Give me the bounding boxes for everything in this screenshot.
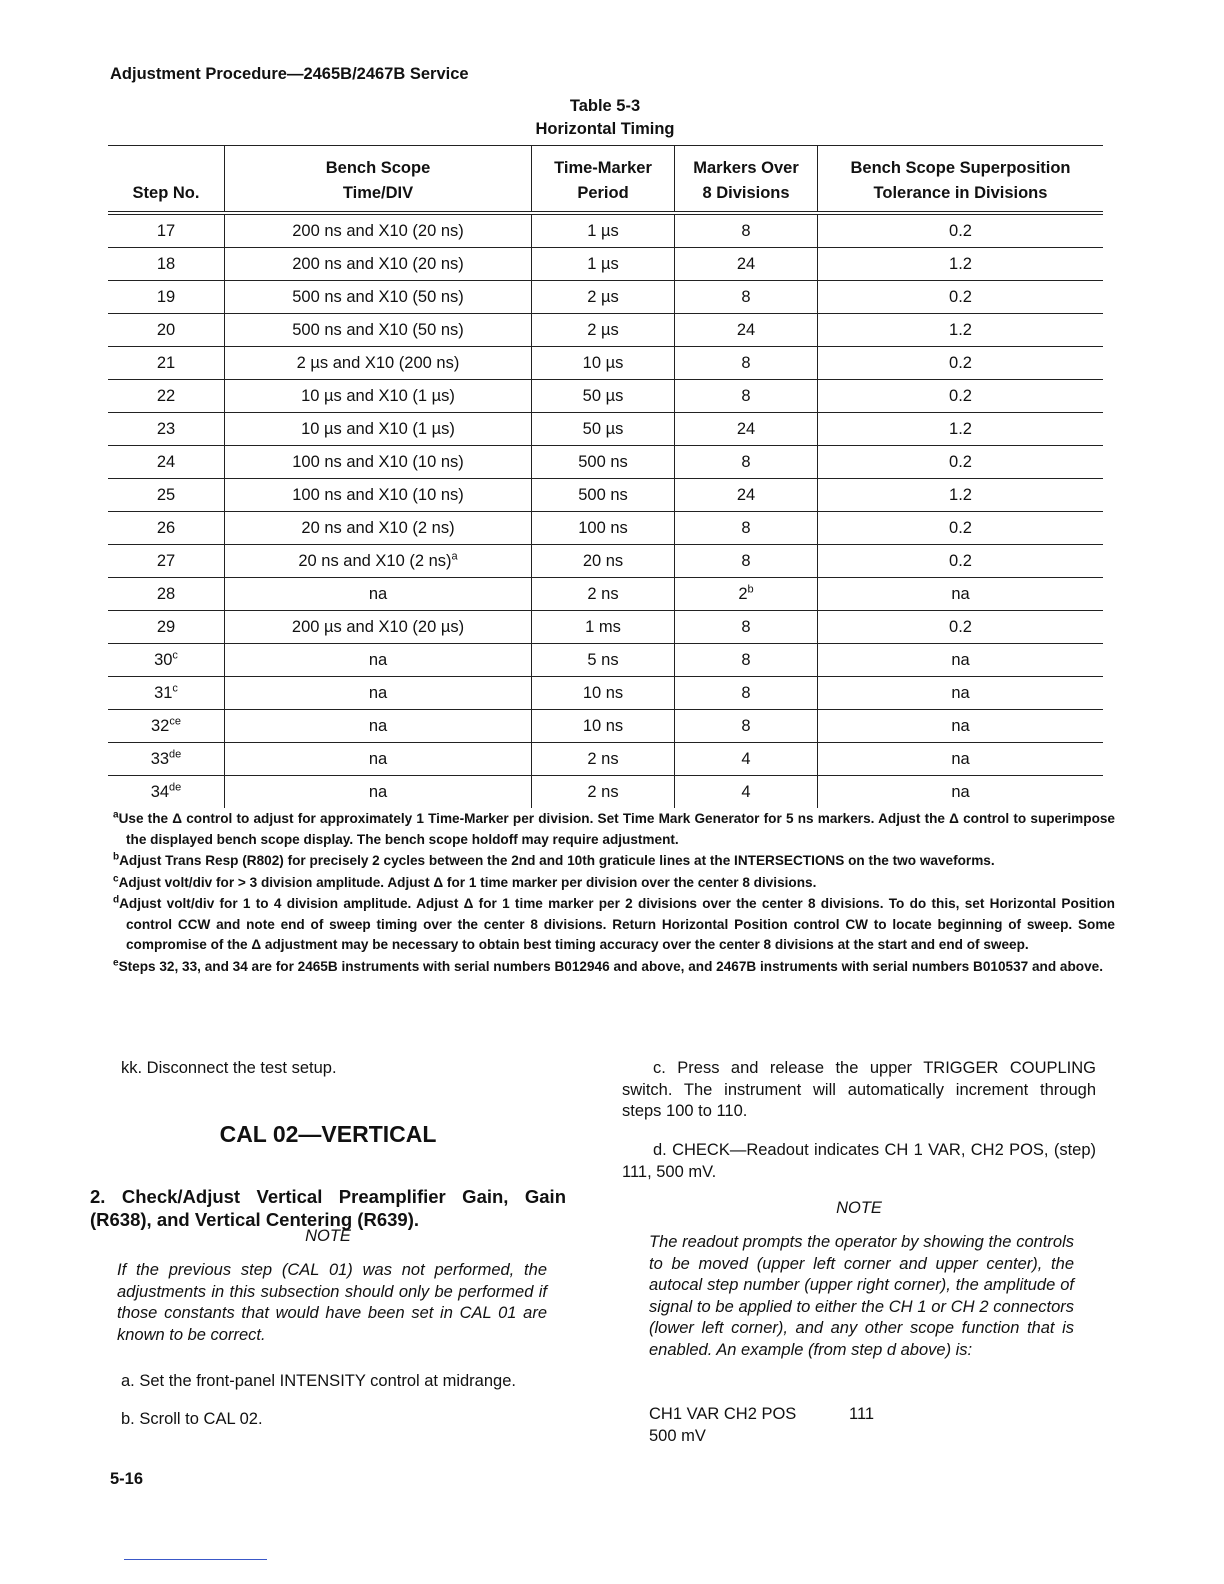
cell-step: 26 xyxy=(108,512,225,545)
cell-bench-time-div: 100 ns and X10 (10 ns) xyxy=(225,446,532,479)
step-a: a. Set the front-panel INTENSITY control at midrange. xyxy=(121,1372,516,1390)
table-row xyxy=(108,776,1103,809)
cell-step: 24 xyxy=(108,446,225,479)
cell-tolerance: 0.2 xyxy=(818,281,1104,314)
table-row xyxy=(108,611,1103,644)
cell-bench-time-div: 20 ns and X10 (2 ns)$^a$ xyxy=(225,545,532,578)
cell-markers: 24 xyxy=(675,413,818,446)
footnote xyxy=(113,851,1115,872)
cell-markers: 8 xyxy=(675,512,818,545)
cell-period: 1 µs xyxy=(532,248,675,281)
table-title: Horizontal Timing xyxy=(535,120,675,138)
cell-bench-time-div: 200 ns and X10 (20 ns) xyxy=(225,213,532,248)
cell-markers: 4 xyxy=(675,743,818,776)
cell-tolerance: 1.2 xyxy=(818,413,1104,446)
cell-step: 25 xyxy=(108,479,225,512)
header-step: Step No. xyxy=(108,146,225,214)
cell-period: 2 ns xyxy=(532,776,675,809)
subsection-title: 2. Check/Adjust Vertical Preamplifier Gain, Gain (R638), and Vertical Centering (R639). xyxy=(90,1185,566,1230)
cell-period: 2 ns xyxy=(532,578,675,611)
cell-markers: 24 xyxy=(675,248,818,281)
cell-markers: 8 xyxy=(675,347,818,380)
cell-step: 23 xyxy=(108,413,225,446)
table-row xyxy=(108,677,1103,710)
cell-markers: 8 xyxy=(675,644,818,677)
cell-markers: 8 xyxy=(675,281,818,314)
cell-tolerance: 1.2 xyxy=(818,314,1104,347)
footnote-ref: c xyxy=(172,649,178,662)
cell-period: 500 ns xyxy=(532,446,675,479)
cell-bench-time-div: 20 ns and X10 (2 ns) xyxy=(225,512,532,545)
cell-period: 50 µs xyxy=(532,413,675,446)
page-number: 5-16 xyxy=(110,1470,144,1488)
cell-bench-time-div: na xyxy=(225,710,532,743)
cell-bench-time-div: na xyxy=(225,776,532,809)
cell-step: 27 xyxy=(108,545,225,578)
cell-period: 5 ns xyxy=(532,644,675,677)
footnote-text: Adjust volt/div for > 3 division amplitude. Adjust Δ for 1 time marker per division over the center 8 divisions. xyxy=(118,874,817,890)
left-column xyxy=(90,1058,566,1428)
cell-tolerance: 0.2 xyxy=(818,446,1104,479)
step-c: c. Press and release the upper TRIGGER COUPLING switch. The instrument will automatically increment through steps 100 to 110. xyxy=(622,1059,1096,1120)
cell-step: 20 xyxy=(108,314,225,347)
cell-markers: 8 xyxy=(675,545,818,578)
cell-bench-time-div: 10 µs and X10 (1 µs) xyxy=(225,380,532,413)
cell-bench-time-div: 200 µs and X10 (20 µs) xyxy=(225,611,532,644)
cell-bench-time-div: na xyxy=(225,644,532,677)
table-row xyxy=(108,380,1103,413)
cell-tolerance: na xyxy=(818,710,1104,743)
cell-tolerance: na xyxy=(818,578,1104,611)
right-column xyxy=(622,1058,1096,1445)
cell-step: 29 xyxy=(108,611,225,644)
note-title-right: NOTE xyxy=(836,1199,882,1217)
table-row xyxy=(108,347,1103,380)
cell-bench-time-div: na xyxy=(225,677,532,710)
cell-markers: 8 xyxy=(675,611,818,644)
horizontal-timing-table xyxy=(108,145,1103,808)
table-row xyxy=(108,281,1103,314)
footnote xyxy=(113,809,1115,850)
footnote-ref: a xyxy=(451,550,458,563)
cell-tolerance: 0.2 xyxy=(818,545,1104,578)
footnote-text: Adjust Trans Resp (R802) for precisely 2 cycles between the 2nd and 10th graticule lines at the INTERSECTIONS on the two waveforms. xyxy=(119,853,995,868)
footnote xyxy=(113,894,1115,956)
cell-period: 2 ns xyxy=(532,743,675,776)
table-caption xyxy=(0,95,1210,141)
footnote-ref: ce xyxy=(169,715,181,728)
cell-markers: 8 xyxy=(675,213,818,248)
header-period: Time-Marker Period xyxy=(532,146,675,214)
cell-bench-time-div: 100 ns and X10 (10 ns) xyxy=(225,479,532,512)
readout-example xyxy=(649,1404,874,1447)
cell-bench-time-div: na xyxy=(225,743,532,776)
cell-period: 2 µs xyxy=(532,281,675,314)
table-row xyxy=(108,578,1103,611)
step-b: b. Scroll to CAL 02. xyxy=(121,1410,263,1428)
table-row xyxy=(108,314,1103,347)
cell-period: 50 µs xyxy=(532,380,675,413)
cell-bench-time-div: 500 ns and X10 (50 ns) xyxy=(225,314,532,347)
cell-step: 18 xyxy=(108,248,225,281)
cell-markers: 8 xyxy=(675,380,818,413)
table-row xyxy=(108,710,1103,743)
header-markers: Markers Over 8 Divisions xyxy=(675,146,818,214)
cell-bench-time-div: 10 µs and X10 (1 µs) xyxy=(225,413,532,446)
footnote-mark: e xyxy=(113,956,119,968)
cell-tolerance: na xyxy=(818,644,1104,677)
footnote xyxy=(113,957,1115,978)
cell-step: 19 xyxy=(108,281,225,314)
cell-markers: 24 xyxy=(675,314,818,347)
cell-period: 10 ns xyxy=(532,710,675,743)
footnote-mark: d xyxy=(113,894,120,906)
cell-tolerance: na xyxy=(818,743,1104,776)
readout-line-1 xyxy=(649,1404,874,1426)
cell-tolerance: 0.2 xyxy=(818,213,1104,248)
table-row xyxy=(108,545,1103,578)
cell-tolerance: na xyxy=(818,776,1104,809)
cell-tolerance: 0.2 xyxy=(818,347,1104,380)
cell-markers: 8 xyxy=(675,710,818,743)
footnote xyxy=(113,873,1115,894)
cell-step: 30$^c$ xyxy=(108,644,225,677)
running-head: Adjustment Procedure—2465B/2467B Service xyxy=(110,65,469,83)
cell-step: 34de xyxy=(150,781,182,801)
cell-period: 10 ns xyxy=(532,677,675,710)
table-header-row xyxy=(108,146,1103,214)
footnote-text: Steps 32, 33, and 34 are for 2465B instruments with serial numbers B012946 and above, and 2467B instruments with serial numbers B010537 and above. xyxy=(118,958,1103,974)
cell-markers: 8 xyxy=(675,446,818,479)
cell-period: 1 µs xyxy=(532,213,675,248)
cell-period: 1 ms xyxy=(532,611,675,644)
footnote-text: Use the Δ control to adjust for approximately 1 Time-Marker per division. Set Time Mark Generator for 5 ns markers. Adjust the Δ control to superimpose the displayed bench scope display. The bench scope holdoff may require adjustment. xyxy=(118,811,1115,847)
cell-period: 2 µs xyxy=(532,314,675,347)
cell-step: $32^{ce}$ xyxy=(108,710,225,743)
cell-step: 31$^c$ xyxy=(108,677,225,710)
cell-tolerance: na xyxy=(818,677,1104,710)
cell-period: 10 µs xyxy=(532,347,675,380)
note-text-right: The readout prompts the operator by showing the controls to be moved (upper left corner and upper center), the autocal step number (upper right corner), the amplitude of signal to be applied to either the CH 1 or CH 2 connectors (lower left corner), and any other scope function that is enabled. An example (from step d above) is: xyxy=(649,1233,1074,1359)
cell-step: 21 xyxy=(108,347,225,380)
cell-period: 100 ns xyxy=(532,512,675,545)
cell-bench-time-div: 200 ns and X10 (20 ns) xyxy=(225,248,532,281)
table-number: Table 5-3 xyxy=(569,97,641,115)
footnote-ref: c xyxy=(172,682,178,695)
header-bench-time-div: Bench Scope Time/DIV xyxy=(225,146,532,214)
readout-step-number: 111 xyxy=(849,1405,875,1423)
cell-step: 28 xyxy=(108,578,225,611)
readout-controls: CH1 VAR CH2 POS xyxy=(649,1405,797,1423)
table-row xyxy=(108,644,1103,677)
cell-markers: 2$^b$ xyxy=(675,578,818,611)
table-row xyxy=(108,479,1103,512)
note-title-left: NOTE xyxy=(305,1227,351,1245)
table-row xyxy=(108,446,1103,479)
table-row xyxy=(108,413,1103,446)
step-kk: kk. Disconnect the test setup. xyxy=(121,1059,337,1077)
cell-step: 33de xyxy=(108,743,225,776)
cell-tolerance: 1.2 xyxy=(818,479,1104,512)
table-footnotes xyxy=(113,809,1115,978)
note-text-left: If the previous step (CAL 01) was not performed, the adjustments in this subsection should only be performed if those constants that would have been set in CAL 01 are known to be correct. xyxy=(117,1261,547,1344)
table-row xyxy=(108,248,1103,281)
cell-markers: 24 xyxy=(675,479,818,512)
footnote-ref: b xyxy=(747,583,754,596)
table-row xyxy=(108,213,1103,248)
table-row xyxy=(108,512,1103,545)
footnote-mark: b xyxy=(113,851,120,863)
step-d: d. CHECK—Readout indicates CH 1 VAR, CH2 POS, (step) 111, 500 mV. xyxy=(622,1141,1096,1181)
table-row xyxy=(108,743,1103,776)
cell-step: 17 xyxy=(108,213,225,248)
cell-tolerance: 1.2 xyxy=(818,248,1104,281)
header-tolerance: Bench Scope Superposition Tolerance in Divisions xyxy=(818,146,1104,214)
cell-step: 22 xyxy=(108,380,225,413)
section-title: CAL 02—VERTICAL xyxy=(219,1121,437,1147)
cell-markers: 4 xyxy=(675,776,818,809)
decorative-rule xyxy=(124,1559,267,1560)
cell-tolerance: 0.2 xyxy=(818,512,1104,545)
cell-period: 500 ns xyxy=(532,479,675,512)
footnote-ref: de xyxy=(169,781,182,794)
footnote-ref: de xyxy=(169,748,182,761)
cell-tolerance: 0.2 xyxy=(818,380,1104,413)
cell-tolerance: 0.2 xyxy=(818,611,1104,644)
footnote-mark: a xyxy=(113,809,119,821)
footnote-mark: c xyxy=(113,872,119,884)
cell-bench-time-div: 2 µs and X10 (200 ns) xyxy=(225,347,532,380)
cell-bench-time-div: 500 ns and X10 (50 ns) xyxy=(225,281,532,314)
readout-line-2: 500 mV xyxy=(649,1426,706,1445)
footnote-text: Adjust volt/div for 1 to 4 division amplitude. Adjust Δ for 1 time marker per 2 divisions over the center 8 divisions. To do this, set Horizontal Position control CCW and note end of sweep timing over the center 8 divisions. Return Horizontal Position control CW to locate beginning of sweep. Some compromise of the Δ adjustment may be necessary to obtain best timing accuracy over the center 8 divisions at the start and end of sweep. xyxy=(119,896,1115,952)
cell-bench-time-div: na xyxy=(225,578,532,611)
cell-period: 20 ns xyxy=(532,545,675,578)
cell-markers: 8 xyxy=(675,677,818,710)
